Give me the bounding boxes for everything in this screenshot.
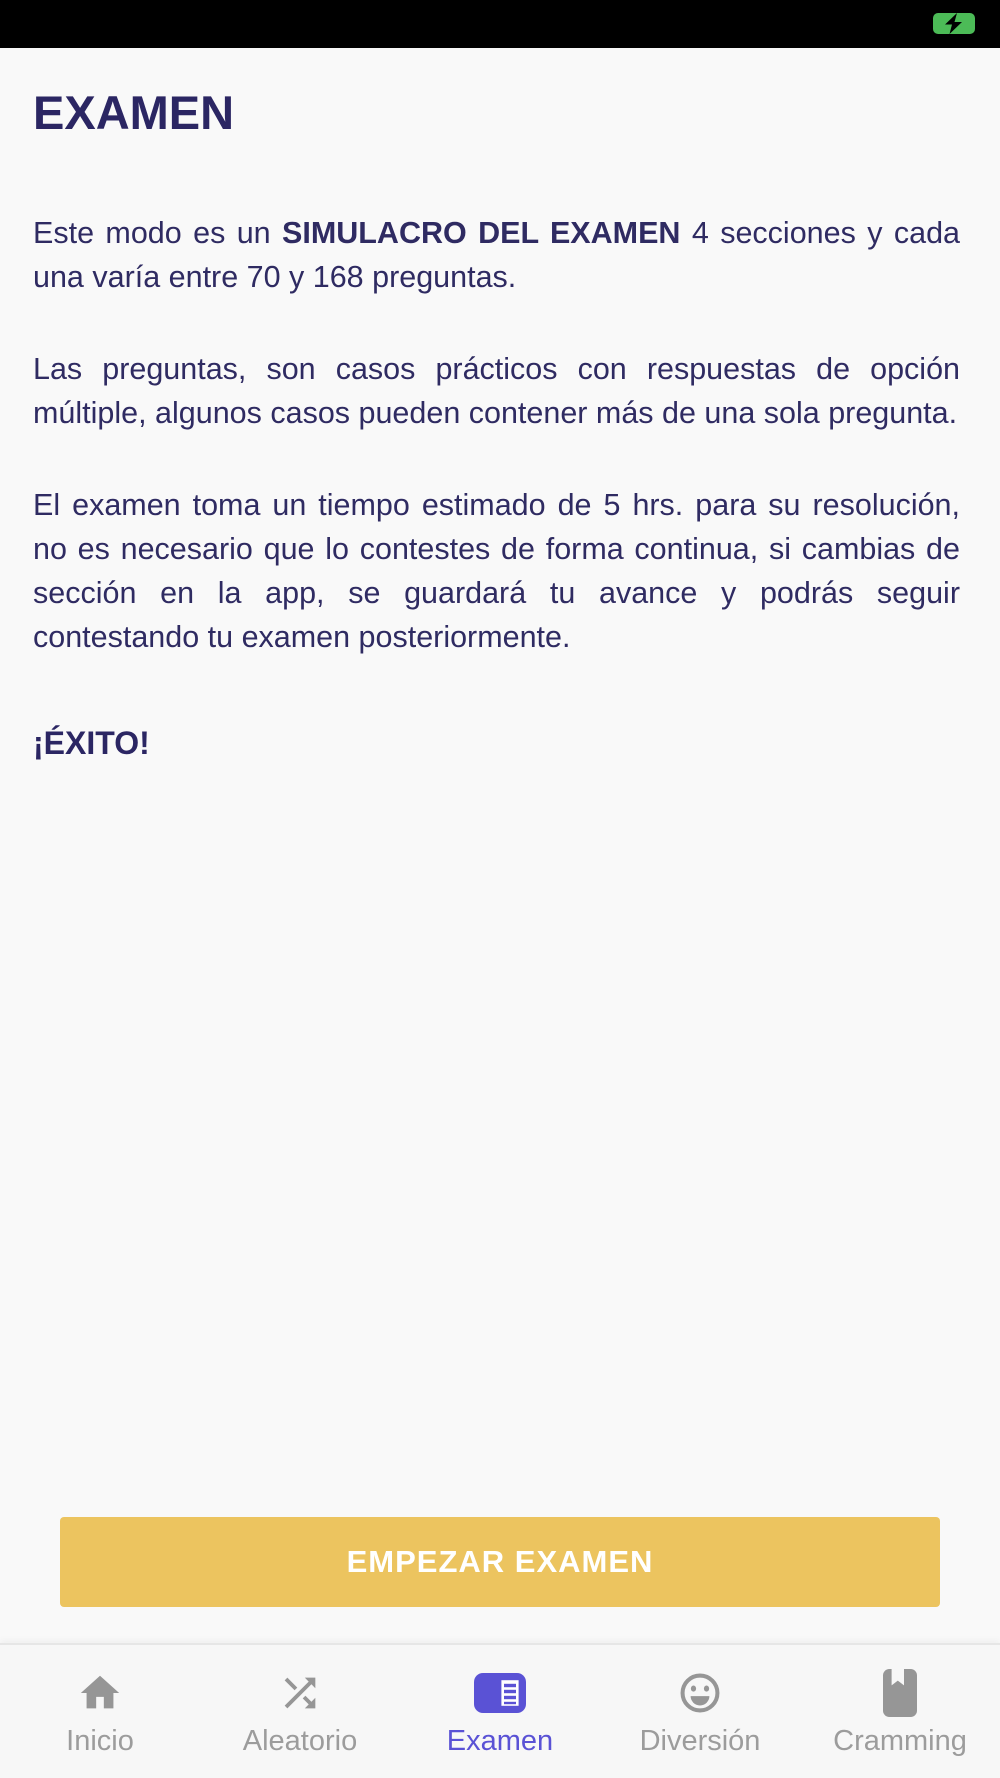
nav-label-inicio: Inicio [66, 1725, 134, 1757]
shuffle-icon [277, 1667, 323, 1719]
success-message: ¡ÉXITO! [33, 725, 150, 762]
status-bar [0, 0, 1000, 48]
page-title: EXAMEN [33, 86, 235, 139]
nav-item-inicio[interactable] [0, 1645, 200, 1778]
exam-card-icon [473, 1667, 527, 1719]
paragraph-intro-prefix: Este modo es un [33, 216, 283, 251]
main-content [0, 48, 1000, 763]
paragraph-intro-bold: SIMULACRO DEL EXAMEN [282, 216, 681, 251]
nav-item-diversion[interactable] [600, 1645, 800, 1778]
smiley-icon [677, 1667, 723, 1719]
bookmark-icon [880, 1667, 920, 1719]
nav-item-cramming[interactable] [800, 1645, 1000, 1778]
battery-charging-icon [933, 13, 975, 34]
paragraph-duration: El examen toma un tiempo estimado de 5 hrs. para su resolución, no es necesario que lo contestes de forma continua, si cambias de sección en la app, se guardará tu avance y podrás seguir contestando tu examen posteriormente. [33, 488, 960, 655]
nav-item-examen[interactable] [400, 1645, 600, 1778]
paragraph-questions: Las preguntas, son casos prácticos con respuestas de opción múltiple, algunos casos pueden contener más de una sola pregunta. [33, 352, 960, 431]
nav-label-aleatorio: Aleatorio [242, 1725, 358, 1757]
paragraph-intro-suffix: 4 secciones y cada una varía entre 70 y 168 preguntas. [33, 216, 961, 295]
home-icon [77, 1667, 123, 1719]
start-exam-button[interactable]: EMPEZAR EXAMEN [60, 1517, 940, 1607]
nav-label-examen: Examen [446, 1725, 554, 1757]
bottom-nav [0, 1643, 1000, 1778]
nav-item-aleatorio[interactable] [200, 1645, 400, 1778]
nav-label-cramming: Cramming [833, 1725, 967, 1757]
nav-label-diversion: Diversión [639, 1725, 761, 1757]
paragraph-exam-intro [33, 211, 960, 299]
